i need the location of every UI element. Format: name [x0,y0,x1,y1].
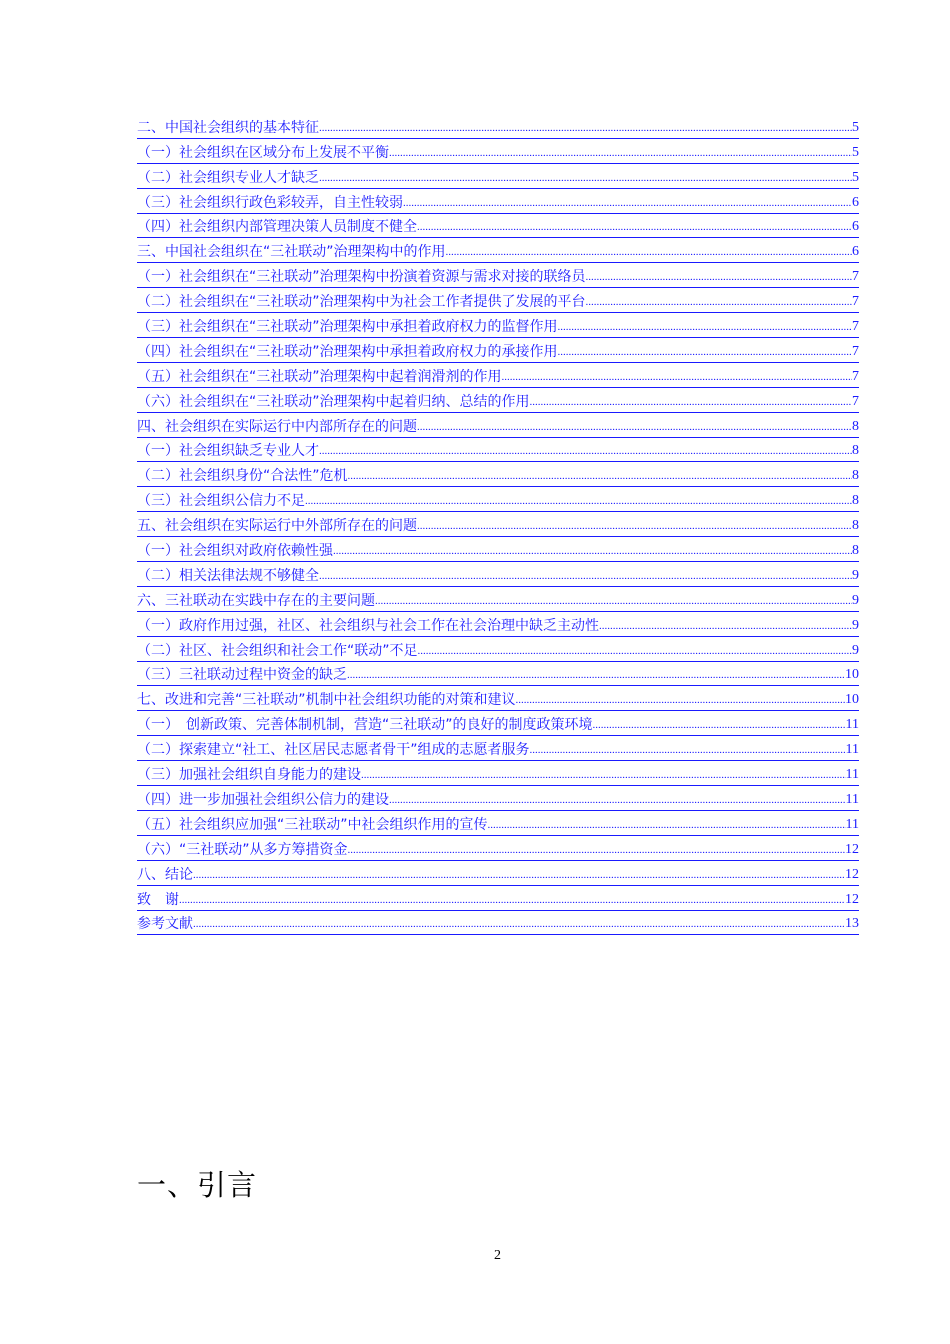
toc-entry-link[interactable] [137,711,859,736]
toc-entry-link[interactable] [137,886,859,911]
toc-entry-link[interactable] [137,313,859,338]
toc-entry-page-number: 7 [852,343,859,363]
toc-dot-leader [361,766,846,786]
toc-entry-link[interactable] [137,662,859,687]
toc-entry-link[interactable] [137,214,859,239]
toc-entry-title: （一）社会组织对政府依赖性强 [137,542,333,562]
toc-dot-leader [403,194,852,214]
toc-entry-page-number: 7 [852,318,859,338]
toc-entry-link[interactable] [137,388,859,413]
toc-entry-title: （六）社会组织在“三社联动”治理架构中起着归纳、总结的作用 [137,393,530,413]
toc-entry-link[interactable] [137,537,859,562]
toc-entry-title: （三）社会组织公信力不足 [137,492,305,512]
toc-dot-leader [193,915,845,935]
toc-dot-leader [530,741,846,761]
toc-dot-leader [593,716,846,736]
toc-entry-link[interactable] [137,612,859,637]
toc-entry-page-number: 8 [852,492,859,512]
toc-dot-leader [530,393,852,413]
toc-entry-link[interactable] [137,462,859,487]
toc-dot-leader [333,542,852,562]
toc-dot-leader [417,418,852,438]
toc-entry-page-number: 6 [852,243,859,263]
toc-entry-page-number: 9 [852,567,859,587]
toc-entry-page-number: 9 [852,642,859,662]
toc-dot-leader [319,119,852,139]
toc-entry-page-number: 6 [852,218,859,238]
toc-entry-title: （二）探索建立“社工、社区居民志愿者骨干”组成的志愿者服务 [137,741,530,761]
toc-entry-page-number: 9 [852,592,859,612]
toc-dot-leader [586,293,852,313]
toc-entry-title: （一） 创新政策、完善体制机制，营造“三社联动”的良好的制度政策环境 [137,716,593,736]
toc-entry-page-number: 7 [852,293,859,313]
toc-dot-leader [319,567,852,587]
toc-dot-leader [599,617,852,637]
toc-dot-leader [417,517,852,537]
toc-entry-title: （五）社会组织应加强“三社联动”中社会组织作用的宣传 [137,816,488,836]
toc-entry-link[interactable] [137,736,859,761]
toc-entry-link[interactable] [137,761,859,786]
toc-dot-leader [488,816,846,836]
toc-entry-page-number: 8 [852,442,859,462]
toc-entry-page-number: 8 [852,542,859,562]
toc-entry-page-number: 11 [846,741,859,761]
toc-dot-leader [446,243,852,263]
toc-entry-page-number: 11 [846,816,859,836]
toc-entry-page-number: 6 [852,194,859,214]
toc-entry-link[interactable] [137,338,859,363]
toc-entry-page-number: 12 [845,866,859,886]
toc-entry-link[interactable] [137,861,859,886]
toc-entry-page-number: 8 [852,418,859,438]
toc-entry-title: （二）相关法律法规不够健全 [137,567,319,587]
toc-entry-page-number: 12 [845,891,859,911]
toc-dot-leader [417,218,852,238]
toc-dot-leader [389,144,852,164]
toc-entry-link[interactable] [137,238,859,263]
toc-dot-leader [586,268,852,288]
section-heading: 一、引言 [137,1168,258,1202]
toc-dot-leader [516,691,845,711]
toc-entry-page-number: 10 [845,666,859,686]
toc-entry-link[interactable] [137,512,859,537]
toc-entry-title: （二）社会组织专业人才缺乏 [137,169,319,189]
toc-entry-title: （四）进一步加强社会组织公信力的建设 [137,791,389,811]
toc-entry-page-number: 11 [846,716,859,736]
toc-dot-leader [502,368,852,388]
toc-entry-link[interactable] [137,786,859,811]
toc-entry-page-number: 11 [846,766,859,786]
toc-entry-page-number: 13 [845,915,859,935]
toc-entry-link[interactable] [137,686,859,711]
toc-entry-title: （四）社会组织内部管理决策人员制度不健全 [137,218,417,238]
toc-entry-title: （一）社会组织在“三社联动”治理架构中扮演着资源与需求对接的联络员 [137,268,586,288]
toc-entry-link[interactable] [137,587,859,612]
toc-dot-leader [348,467,852,487]
toc-entry-title: 八、结论 [137,866,193,886]
toc-entry-link[interactable] [137,438,859,463]
toc-dot-leader [558,343,852,363]
toc-entry-title: （六）“三社联动”从多方筹措资金 [137,841,348,861]
toc-entry-link[interactable] [137,263,859,288]
toc-entry-title: （三）加强社会组织自身能力的建设 [137,766,361,786]
toc-entry-link[interactable] [137,637,859,662]
page-number: 2 [494,1248,501,1263]
toc-dot-leader [389,791,846,811]
toc-entry-link[interactable] [137,836,859,861]
toc-dot-leader [347,666,845,686]
toc-entry-title: （二）社会组织在“三社联动”治理架构中为社会工作者提供了发展的平台 [137,293,586,313]
toc-entry-title: 致 谢 [137,891,179,911]
toc-entry-title: 四、社会组织在实际运行中内部所存在的问题 [137,418,417,438]
toc-entry-link[interactable] [137,487,859,512]
toc-entry-page-number: 5 [852,144,859,164]
toc-entry-page-number: 10 [845,691,859,711]
toc-entry-title: （三）社会组织在“三社联动”治理架构中承担着政府权力的监督作用 [137,318,558,338]
toc-entry-page-number: 9 [852,617,859,637]
toc-entry-title: 二、中国社会组织的基本特征 [137,119,319,139]
toc-entry-page-number: 12 [845,841,859,861]
toc-entry-page-number: 7 [852,268,859,288]
toc-entry-title: 七、改进和完善“三社联动”机制中社会组织功能的对策和建议 [137,691,516,711]
toc-entry-title: （一）政府作用过强，社区、社会组织与社会工作在社会治理中缺乏主动性 [137,617,599,637]
toc-entry-title: 六、三社联动在实践中存在的主要问题 [137,592,375,612]
toc-entry-link[interactable] [137,363,859,388]
toc-entry-title: （四）社会组织在“三社联动”治理架构中承担着政府权力的承接作用 [137,343,558,363]
toc-entry-page-number: 5 [852,119,859,139]
toc-dot-leader [193,866,845,886]
toc-dot-leader [319,169,852,189]
toc-entry-page-number: 7 [852,393,859,413]
toc-dot-leader [418,642,852,662]
toc-entry-link[interactable] [137,114,859,139]
table-of-contents [137,114,859,935]
toc-entry-page-number: 8 [852,467,859,487]
toc-entry-link[interactable] [137,413,859,438]
toc-entry-title: （二）社区、社会组织和社会工作“联动”不足 [137,642,418,662]
toc-entry-link[interactable] [137,562,859,587]
toc-entry-page-number: 8 [852,517,859,537]
toc-dot-leader [348,841,845,861]
toc-entry-page-number: 5 [852,169,859,189]
toc-entry-title: （三）社会组织行政色彩较弄，自主性较弱 [137,194,403,214]
toc-entry-title: （一）社会组织缺乏专业人才 [137,442,319,462]
toc-entry-link[interactable] [137,164,859,189]
toc-entry-page-number: 11 [846,791,859,811]
toc-entry-title: 参考文献 [137,915,193,935]
toc-entry-link[interactable] [137,811,859,836]
toc-entry-title: （一）社会组织在区域分布上发展不平衡 [137,144,389,164]
toc-entry-title: 三、中国社会组织在“三社联动”治理架构中的作用 [137,243,446,263]
toc-entry-title: （五）社会组织在“三社联动”治理架构中起着润滑剂的作用 [137,368,502,388]
toc-dot-leader [179,891,845,911]
toc-dot-leader [305,492,852,512]
toc-dot-leader [558,318,852,338]
toc-entry-link[interactable] [137,139,859,164]
toc-entry-title: 五、社会组织在实际运行中外部所存在的问题 [137,517,417,537]
toc-entry-page-number: 7 [852,368,859,388]
toc-entry-title: （三）三社联动过程中资金的缺乏 [137,666,347,686]
toc-entry-link[interactable] [137,189,859,214]
toc-entry-link[interactable] [137,288,859,313]
toc-entry-link[interactable] [137,911,859,936]
toc-entry-title: （二）社会组织身份“合法性”危机 [137,467,348,487]
toc-dot-leader [319,442,852,462]
toc-dot-leader [375,592,852,612]
